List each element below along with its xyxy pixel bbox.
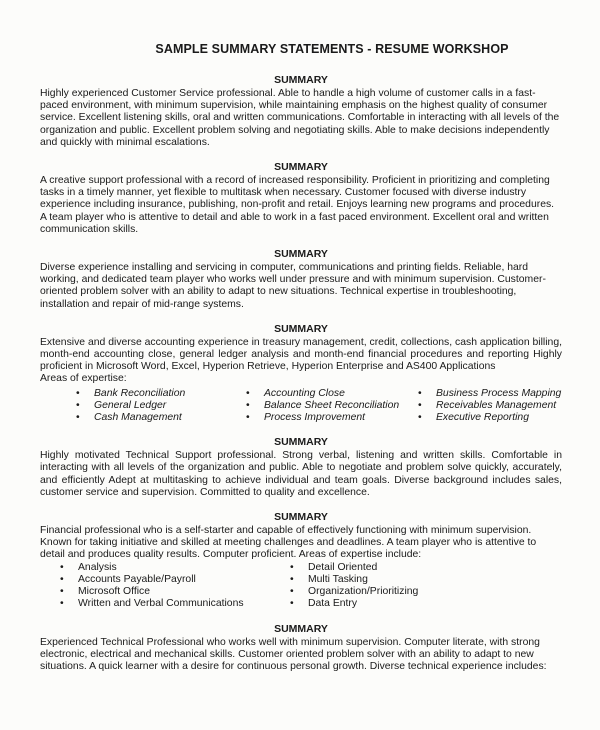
section-heading: SUMMARY [274,74,328,86]
list-item: • Accounts Payable/Payroll [60,573,196,585]
bullet-icon: • [60,561,64,573]
list-item: • Process Improvement [246,412,366,424]
section-body: Extensive and diverse accounting experience in treasury management, credit, collections, cash application billing, month-end accounting close, general ledger analysis and month-end financial procedures and reporting Highly proficient in Microsoft Word, Excel, Hyperion Retrieve, Hyperion Enterprise and AS400 Applications [40,336,562,373]
bullet-icon: • [290,586,294,598]
bullet-icon: • [418,399,422,411]
bullet-icon: • [290,561,294,573]
expertise-list [76,388,562,425]
summary-section-3 [40,248,562,311]
expertise-list [60,562,562,611]
list-item: • Multi Tasking [290,573,368,585]
list-item: • Receivables Management [418,399,557,411]
summary-section-2 [40,161,562,236]
list-item: • Data Entry [290,598,358,610]
section-body: Diverse experience installing and servicing in computer, communications and printing fields. Reliable, hard working, and dedicated team player who works well under pressure and with minimum supervision. Customer-oriented problem solver with an ability to adapt to new situations. Technical expertise in troubleshooting, installation and repair of mid-range systems. [40,262,546,310]
section-heading: SUMMARY [274,248,328,261]
list-item: • Written and Verbal Communications [60,598,244,610]
list-item: • Analysis [60,561,117,573]
bullet-icon: • [60,573,64,585]
bullet-icon: • [290,573,294,585]
bullet-icon: • [76,412,80,424]
bullet-icon: • [418,412,422,424]
list-item: • Cash Management [76,412,182,424]
summary-section-5 [40,436,562,499]
section-body: Experienced Technical Professional who works well with minimum supervision. Computer literate, with strong electronic, electrical and mechanical skills. Customer oriented problem solver with an ability to adapt to new situations. A quick learner with a desire for continuous personal growth. Diverse technical experience includes: [40,636,547,672]
bullet-icon: • [60,598,64,610]
section-heading: SUMMARY [274,622,328,635]
expertise-label: Areas of expertise: [40,373,127,385]
list-item: • Bank Reconciliation [76,387,186,399]
summary-section-7 [40,623,562,674]
section-body: A creative support professional with a record of increased responsibility. Proficient in prioritizing and completing tasks in a timely manner, yet flexible to multitask when necessary. Customer focused with diverse industry experience including insurance, publishing, non-profit and retail. Enjoys learning new programs and procedures. A team player who is attentive to detail and able to work in a fast paced environment. Excellent oral and written communication skills. [40,175,555,235]
section-heading: SUMMARY [274,161,328,174]
summary-section-4 [40,323,562,424]
section-heading: SUMMARY [274,511,328,524]
list-item: • General Ledger [76,399,167,411]
section-body: Financial professional who is a self-starter and capable of effectively functioning with minimum supervision. Known for taking initiative and skilled at meeting challenges and deadlines. A team player who is attentive to detail and produces quality results. Computer proficient. Areas of expertise include: [40,525,537,561]
list-item: • Business Process Mapping [418,387,562,399]
summary-section-1 [40,74,562,149]
bullet-icon: • [76,387,80,399]
bullet-icon: • [246,412,250,424]
list-item: • Organization/Prioritizing [290,586,419,598]
bullet-icon: • [418,387,422,399]
section-heading: SUMMARY [274,322,328,335]
list-item: • Executive Reporting [418,412,529,424]
bullet-icon: • [246,387,250,399]
section-body: Highly experienced Customer Service professional. Able to handle a high volume of customer calls in a fast-paced environment, with minimum supervision, while maintaining emphasis on the highest quality of consumer service. Excellent listening skills, oral and written communications. Comfortable in interacting with all levels of the organization and public. Excellent problem solving and negotiating skills. Able to make decisions independently and quickly with minimal escalations. [40,88,560,148]
bullet-icon: • [60,586,64,598]
summary-section-6 [40,511,562,610]
list-item: • Balance Sheet Reconciliation [246,399,400,411]
bullet-icon: • [290,598,294,610]
bullet-icon: • [246,399,250,411]
document-title: SAMPLE SUMMARY STATEMENTS - RESUME WORKSHOP [155,42,509,56]
list-item: • Microsoft Office [60,586,150,598]
list-item: • Detail Oriented [290,561,378,573]
list-item: • Accounting Close [246,387,345,399]
section-body: Highly motivated Technical Support professional. Strong verbal, listening and written skills. Comfortable in interacting with all levels of the organization and public. Able to negotiate and problem solve quickly, accurately, and efficiently Adept at multitasking to achieve individual and team goals. Diverse background includes sales, customer service and supervision. Committed to quality and excellence. [40,450,562,498]
bullet-icon: • [76,399,80,411]
section-heading: SUMMARY [274,436,328,449]
